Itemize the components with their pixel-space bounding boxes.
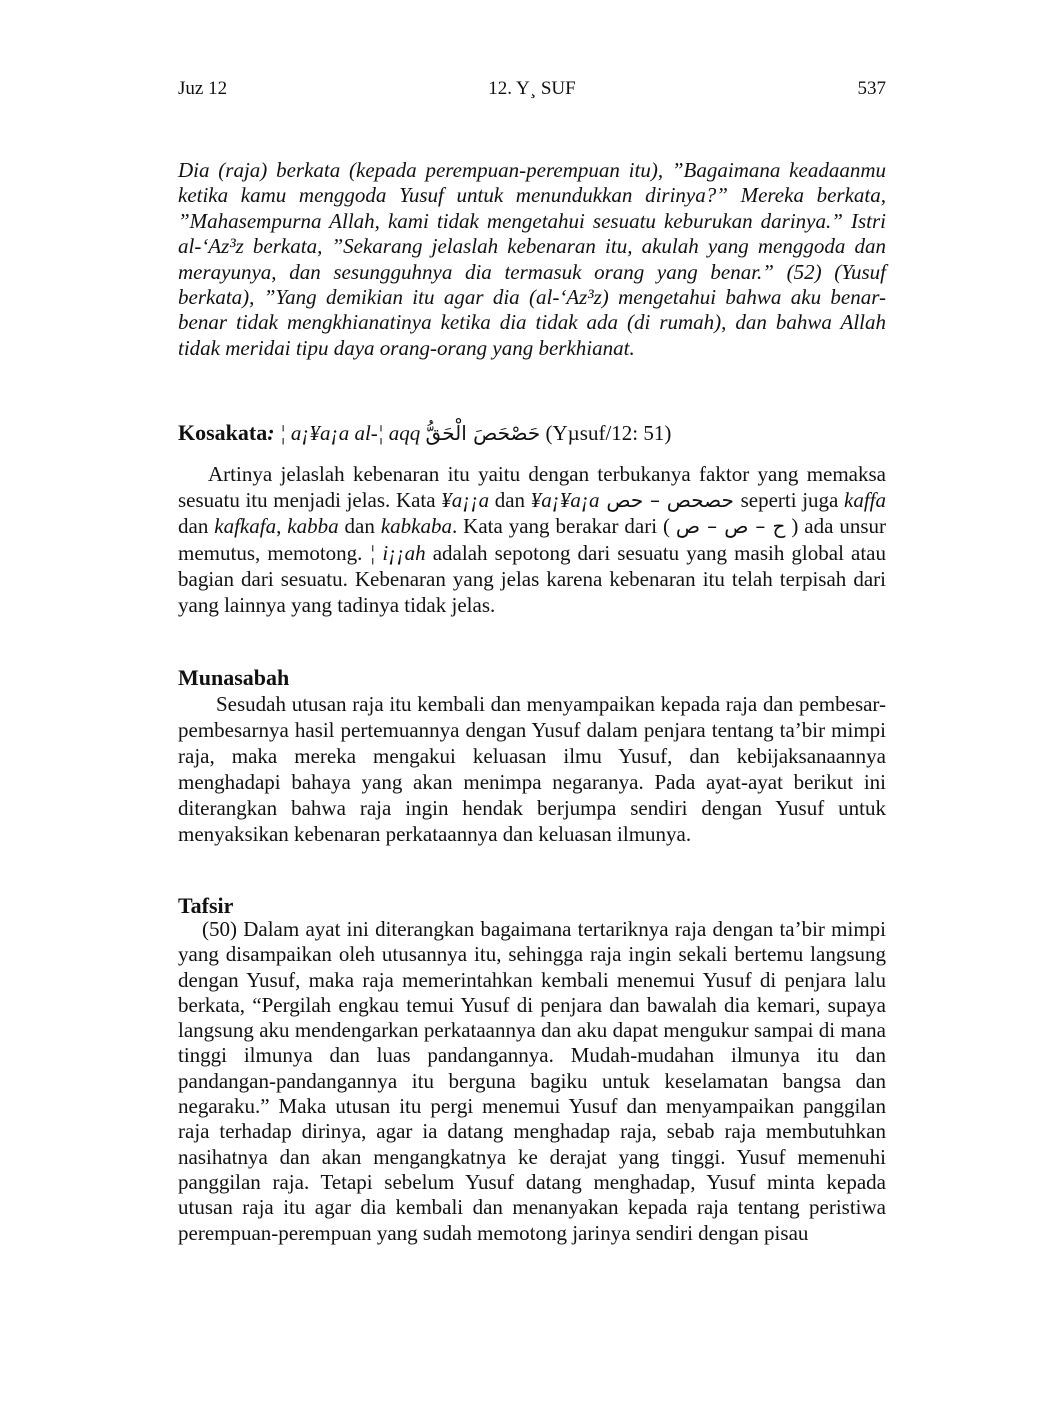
explanation-paragraph [178, 461, 886, 618]
text-run: . Kata yang berakar dari ( [451, 514, 676, 539]
munasabah-heading: Munasabah [178, 665, 290, 690]
page-number: 537 [857, 78, 886, 99]
munasabah-body [178, 691, 886, 848]
italic-term: kabba [287, 514, 339, 539]
juz-label: Juz 12 [178, 78, 228, 99]
arabic-root: ح – ص – ص [675, 514, 786, 539]
munasabah-paragraph: Sesudah utusan raja itu kembali dan menyampaikan kepada raja dan pembesar-pembesarnya hasil pertemuannya dengan Yusuf dalam penjara tentang ta’bir mimpi raja, maka mereka mengakui keluasan ilmu Yusuf, dan kebijaksanaannya menghadapi bahaya yang akan menimpa negaranya. Pada ayat-ayat berikut ini diterangkan bahwa raja ingin hendak berjumpa sendiri dengan Yusuf untuk menyaksikan kebenaran perkataannya dan keluasan ilmunya. [178, 692, 886, 847]
kosakata-explanation [178, 461, 886, 618]
text-run: Artinya jelaslah kebenaran itu yaitu dengan terbukanya faktor yang memaksa sesuatu itu menjadi jelas. Kata [178, 462, 886, 513]
kosakata-label: Kosakata [178, 420, 268, 445]
text-run: seperti juga [740, 488, 845, 513]
kosakata-reference: (Yµsuf/12: 51) [540, 421, 672, 445]
arabic-term: حصحص – حص [599, 488, 741, 513]
text-run: adalah sepotong dari sesuatu yang masih global atau bagian dari sesuatu. Kebenaran yang jelas karena kebenaran itu telah terpisah dari yang lainnya yang tadinya tidak jelas. [178, 540, 887, 618]
italic-term: ¦ i¡¡ah [369, 540, 426, 565]
text-run: dan [489, 488, 531, 513]
kosakata-colon: : [267, 420, 275, 445]
italic-term: ¥a¡¡a [441, 488, 490, 513]
italic-term: kaffa [844, 488, 887, 513]
tafsir-body [178, 917, 886, 1246]
kosakata-line [178, 419, 886, 447]
text-run: , [276, 514, 288, 539]
page-header [178, 78, 886, 102]
text-run: dan [178, 514, 215, 539]
text-run: ) ada unsur memutus, memotong. [178, 514, 887, 565]
tafsir-heading: Tafsir [178, 893, 234, 918]
kosakata-arabic: حَصْحَصَ الْحَقُّ [425, 421, 541, 445]
text-run: dan [338, 514, 381, 539]
verse-translation: Dia (raja) berkata (kepada perempuan-perempuan itu), ”Bagaimana keadaanmu ketika kamu menggoda Yusuf untuk menundukkan dirinya?” Mereka berkata, ”Mahasempurna Allah, kami tidak mengetahui sesuatu keburukan darinya.” Istri al-‘Az³z berkata, ”Sekarang jelaslah kebenaran itu, akulah yang menggoda dan merayunya, dan sesungguhnya dia termasuk orang yang benar.” (52) (Yusuf berkata), ”Yang demikian itu agar dia (al-‘Az³z) mengetahui bahwa aku benar-benar tidak mengkhianatinya ketika dia tidak ada (di rumah), dan bahwa Allah tidak meridai tipu daya orang-orang yang berkhianat. [178, 158, 886, 360]
kosakata-term: ¦ a¡¥a¡a al-¦ aqq [274, 421, 426, 445]
italic-term: ¥a¡¥a¡a [530, 488, 600, 513]
italic-term: kabkaba [380, 514, 452, 539]
tafsir-paragraph: (50) Dalam ayat ini diterangkan bagaimana tertariknya raja dengan ta’bir mimpi yang disampaikan oleh utusannya itu, sehingga raja ingin sekali bertemu langsung dengan Yusuf, maka raja memerintahkan kembali menemui Yusuf di penjara lalu berkata, “Pergilah engkau temui Yusuf di penjara dan bawalah dia kemari, supaya langsung aku mendengarkan perkataannya dan aku dapat mengukur sampai di mana tinggi ilmunya dan luas pandangannya. Mudah-mudahan ilmunya itu dan pandangan-pandangannya itu berguna bagiku untuk keselamatan bangsa dan negaraku.” Maka utusan itu pergi menemui Yusuf dan menyampaikan panggilan raja terhadap dirinya, agar ia datang menghadap raja, sebab raja membutuhkan nasihatnya dan akan mengangkatnya ke derajat yang tinggi. Yusuf memenuhi panggilan raja. Tetapi sebelum Yusuf datang menghadap, Yusuf minta kepada utusan raja itu agar dia kembali dan menanyakan kepada raja tentang peristiwa perempuan-perempuan yang sudah memotong jarinya sendiri dengan pisau [178, 917, 886, 1245]
italic-term: kafkafa [214, 514, 277, 539]
surah-title: 12. Y¸ SUF [488, 78, 576, 99]
